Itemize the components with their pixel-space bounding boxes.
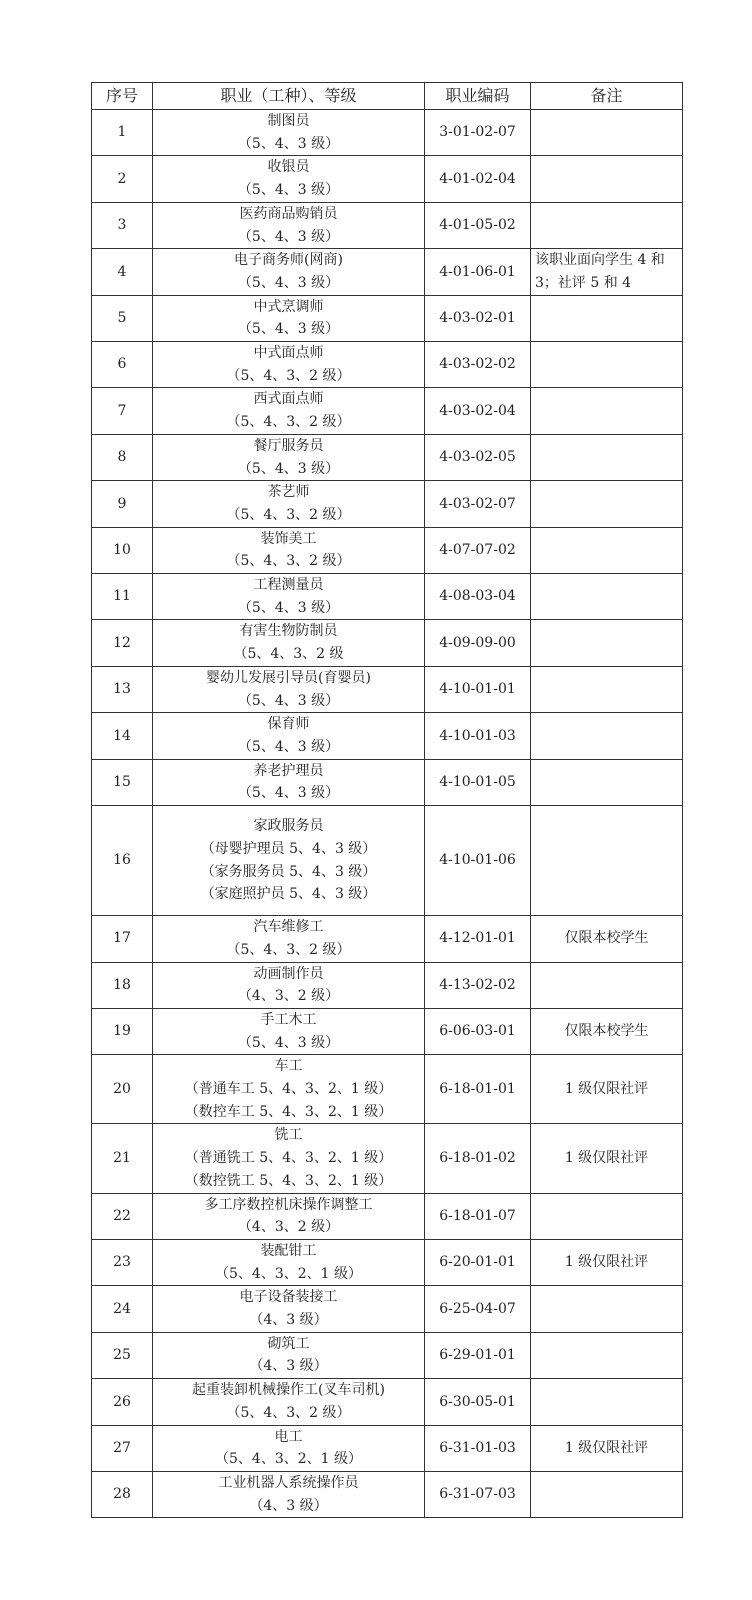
occupation-line: （5、4、3 级） (237, 785, 340, 802)
table-body (92, 110, 683, 1518)
occupation-line: （5、4、3 级） (237, 228, 340, 245)
table-row (92, 713, 683, 759)
occupation-line: （4、3、2 级） (237, 988, 340, 1005)
cell-note (531, 759, 683, 805)
cell-occupation (153, 388, 425, 434)
cell-seq: 17 (92, 916, 153, 962)
cell-code: 4-08-03-04 (425, 574, 531, 620)
occupation-line: （5、4、3、2 级） (226, 414, 351, 431)
occupation-line: （4、3 级） (249, 1358, 328, 1375)
cell-occupation (153, 916, 425, 962)
occupation-line: 动画制作员 (253, 965, 324, 982)
occupation-line: （数控铣工 5、4、3、2、1 级） (184, 1172, 393, 1189)
table-row (92, 249, 683, 295)
cell-code: 6-18-01-01 (425, 1055, 531, 1124)
occupation-line: 装配钳工 (260, 1242, 317, 1259)
occupation-line: 养老护理员 (253, 762, 324, 779)
cell-seq: 4 (92, 249, 153, 295)
cell-note: 仅限本校学生 (531, 1008, 683, 1054)
cell-code: 3-01-02-07 (425, 110, 531, 156)
cell-code: 6-31-07-03 (425, 1471, 531, 1517)
occupation-line: （5、4、3 级） (237, 738, 340, 755)
cell-seq: 18 (92, 962, 153, 1008)
cell-note: 该职业面向学生 4 和 3；社评 5 和 4 (531, 249, 683, 295)
header-occupation: 职业（工种）、等级 (153, 83, 425, 110)
cell-occupation (153, 1379, 425, 1425)
cell-seq: 8 (92, 434, 153, 480)
cell-seq: 19 (92, 1008, 153, 1054)
cell-occupation (153, 666, 425, 712)
occupation-line: （5、4、3 级） (237, 135, 340, 152)
cell-note: 1 级仅限社评 (531, 1239, 683, 1285)
cell-seq: 23 (92, 1239, 153, 1285)
occupation-line: 餐厅服务员 (253, 437, 324, 454)
cell-code: 4-10-01-03 (425, 713, 531, 759)
cell-code: 4-01-02-04 (425, 156, 531, 202)
cell-note (531, 342, 683, 388)
cell-seq: 2 (92, 156, 153, 202)
cell-seq: 6 (92, 342, 153, 388)
cell-occupation (153, 481, 425, 527)
cell-occupation (153, 759, 425, 805)
occupation-line: （4、3、2 级） (237, 1219, 340, 1236)
table-header (92, 83, 683, 110)
occupation-line: 电工 (274, 1428, 303, 1445)
cell-note (531, 1332, 683, 1378)
occupation-line: （5、4、3、2、1 级） (215, 1265, 362, 1282)
cell-occupation (153, 156, 425, 202)
cell-occupation (153, 527, 425, 573)
cell-code: 4-03-02-01 (425, 295, 531, 341)
cell-seq: 7 (92, 388, 153, 434)
occupation-line: 中式烹调师 (253, 298, 324, 315)
cell-occupation (153, 806, 425, 916)
cell-occupation (153, 249, 425, 295)
occupation-line: （家务服务员 5、4、3 级） (200, 863, 377, 880)
cell-occupation (153, 295, 425, 341)
cell-note (531, 202, 683, 248)
cell-seq: 3 (92, 202, 153, 248)
occupation-line: （5、4、3、2、1 级） (215, 1451, 362, 1468)
cell-occupation (153, 962, 425, 1008)
table-row (92, 962, 683, 1008)
cell-code: 4-10-01-01 (425, 666, 531, 712)
occupation-line: 中式面点师 (253, 345, 324, 362)
header-seq: 序号 (92, 83, 153, 110)
table-row (92, 1124, 683, 1193)
cell-seq: 9 (92, 481, 153, 527)
occupation-line: 起重装卸机械操作工(叉车司机) (192, 1382, 385, 1399)
occupation-line: 制图员 (267, 113, 310, 129)
cell-code: 4-12-01-01 (425, 916, 531, 962)
cell-note: 仅限本校学生 (531, 916, 683, 962)
cell-occupation (153, 713, 425, 759)
cell-seq: 22 (92, 1193, 153, 1239)
occupation-line: （5、4、3 级） (237, 1034, 340, 1051)
table-row (92, 527, 683, 573)
cell-note (531, 481, 683, 527)
cell-code: 6-18-01-02 (425, 1124, 531, 1193)
cell-code: 6-30-05-01 (425, 1379, 531, 1425)
cell-occupation (153, 1008, 425, 1054)
cell-code: 4-03-02-04 (425, 388, 531, 434)
cell-seq: 13 (92, 666, 153, 712)
occupation-line: 西式面点师 (253, 391, 324, 408)
occupation-line: 砌筑工 (267, 1335, 310, 1352)
cell-occupation (153, 342, 425, 388)
cell-occupation (153, 1332, 425, 1378)
occupation-line: （5、4、3 级） (237, 692, 340, 709)
occupation-line: 铣工 (274, 1127, 303, 1144)
table-row (92, 202, 683, 248)
cell-note (531, 527, 683, 573)
occupation-line: （5、4、3、2 级） (226, 367, 351, 384)
occupation-line: （5、4、3、2 级） (226, 941, 351, 958)
occupation-line: （5、4、3 级） (237, 321, 340, 338)
cell-note (531, 806, 683, 916)
cell-seq: 25 (92, 1332, 153, 1378)
cell-note: 1 级仅限社评 (531, 1124, 683, 1193)
cell-occupation (153, 1124, 425, 1193)
cell-occupation (153, 202, 425, 248)
cell-note (531, 713, 683, 759)
header-note: 备注 (531, 83, 683, 110)
cell-seq: 27 (92, 1425, 153, 1471)
cell-occupation (153, 1193, 425, 1239)
cell-note (531, 1379, 683, 1425)
occupation-line: （普通铣工 5、4、3、2、1 级） (184, 1150, 393, 1167)
cell-code: 4-03-02-07 (425, 481, 531, 527)
cell-occupation (153, 1055, 425, 1124)
table-row (92, 1425, 683, 1471)
cell-seq: 1 (92, 110, 153, 156)
table-row (92, 759, 683, 805)
occupation-line: 手工木工 (260, 1011, 317, 1028)
occupation-line: （4、3 级） (249, 1497, 328, 1514)
table-row (92, 916, 683, 962)
cell-code: 4-09-09-00 (425, 620, 531, 666)
cell-occupation (153, 434, 425, 480)
occupation-line: 医药商品购销员 (239, 205, 338, 222)
cell-note (531, 434, 683, 480)
table-row (92, 1239, 683, 1285)
table-row (92, 156, 683, 202)
cell-occupation (153, 620, 425, 666)
cell-seq: 24 (92, 1286, 153, 1332)
cell-occupation (153, 1239, 425, 1285)
table-row (92, 1055, 683, 1124)
occupation-line: （5、4、3 级） (237, 460, 340, 477)
occupation-line: 有害生物防制员 (239, 623, 338, 640)
occupation-line: 茶艺师 (267, 484, 310, 501)
cell-code: 4-03-02-02 (425, 342, 531, 388)
occupation-line: 工业机器人系统操作员 (218, 1474, 359, 1491)
occupation-line: （5、4、3、2 级） (226, 1404, 351, 1421)
cell-code: 6-25-04-07 (425, 1286, 531, 1332)
occupation-line: 电子设备装接工 (239, 1289, 338, 1306)
occupation-line: （5、4、3、2 级） (226, 553, 351, 570)
cell-code: 6-29-01-01 (425, 1332, 531, 1378)
occupation-line: （母婴护理员 5、4、3 级） (200, 840, 377, 857)
table-row (92, 1008, 683, 1054)
occupation-line: （普通车工 5、4、3、2、1 级） (184, 1081, 393, 1098)
cell-seq: 16 (92, 806, 153, 916)
cell-seq: 11 (92, 574, 153, 620)
cell-seq: 10 (92, 527, 153, 573)
cell-note: 1 级仅限社评 (531, 1055, 683, 1124)
cell-seq: 12 (92, 620, 153, 666)
cell-seq: 28 (92, 1471, 153, 1517)
occupation-line: 车工 (274, 1058, 303, 1075)
cell-occupation (153, 1286, 425, 1332)
table-row (92, 342, 683, 388)
cell-note (531, 620, 683, 666)
table-row (92, 620, 683, 666)
occupation-line: 装饰美工 (260, 530, 317, 547)
cell-note (531, 156, 683, 202)
cell-code: 4-01-05-02 (425, 202, 531, 248)
table-row (92, 1471, 683, 1517)
occupation-line: （数控车工 5、4、3、2、1 级） (184, 1103, 393, 1120)
cell-occupation (153, 1471, 425, 1517)
occupation-line: 工程测量员 (253, 577, 324, 594)
cell-code: 4-07-07-02 (425, 527, 531, 573)
cell-occupation (153, 110, 425, 156)
cell-note (531, 1286, 683, 1332)
cell-note (531, 110, 683, 156)
cell-note (531, 1193, 683, 1239)
occupation-line: （5、4、3、2 级） (226, 506, 351, 523)
cell-code: 4-10-01-06 (425, 806, 531, 916)
table-row (92, 806, 683, 916)
cell-note (531, 962, 683, 1008)
occupation-line: （5、4、3 级） (237, 599, 340, 616)
cell-note (531, 574, 683, 620)
table-row (92, 434, 683, 480)
table-row (92, 666, 683, 712)
cell-seq: 15 (92, 759, 153, 805)
cell-seq: 14 (92, 713, 153, 759)
cell-code: 6-06-03-01 (425, 1008, 531, 1054)
table-row (92, 388, 683, 434)
header-code: 职业编码 (425, 83, 531, 110)
occupation-line: （5、4、3 级） (237, 182, 340, 199)
occupation-line: （5、4、3 级） (237, 274, 340, 291)
table-row (92, 295, 683, 341)
cell-note (531, 666, 683, 712)
cell-code: 4-01-06-01 (425, 249, 531, 295)
cell-seq: 26 (92, 1379, 153, 1425)
table-row (92, 1332, 683, 1378)
table-row (92, 1379, 683, 1425)
table-row (92, 1286, 683, 1332)
cell-code: 6-20-01-01 (425, 1239, 531, 1285)
occupation-line: 婴幼儿发展引导员(育婴员) (206, 669, 371, 686)
cell-occupation (153, 574, 425, 620)
occupation-line: 收银员 (267, 159, 310, 176)
cell-seq: 5 (92, 295, 153, 341)
table-row (92, 110, 683, 156)
occupation-line: 电子商务师(网商) (234, 252, 343, 269)
occupation-line: 汽车维修工 (253, 919, 324, 936)
occupation-line: 多工序数控机床操作调整工 (204, 1196, 373, 1213)
occupation-line: 家政服务员 (253, 818, 324, 835)
cell-code: 4-10-01-05 (425, 759, 531, 805)
cell-occupation (153, 1425, 425, 1471)
cell-seq: 20 (92, 1055, 153, 1124)
occupation-line: 保育师 (267, 716, 310, 733)
cell-code: 6-31-01-03 (425, 1425, 531, 1471)
cell-note (531, 388, 683, 434)
table-row (92, 574, 683, 620)
cell-note (531, 1471, 683, 1517)
cell-code: 4-13-02-02 (425, 962, 531, 1008)
cell-note (531, 295, 683, 341)
table-row (92, 481, 683, 527)
cell-code: 6-18-01-07 (425, 1193, 531, 1239)
cell-note: 1 级仅限社评 (531, 1425, 683, 1471)
cell-seq: 21 (92, 1124, 153, 1193)
table-row (92, 1193, 683, 1239)
occupation-line: （家庭照护员 5、4、3 级） (200, 886, 377, 903)
occupation-line: （5、4、3、2 级 (233, 646, 344, 663)
occupation-table (91, 82, 683, 1518)
header-row (92, 83, 683, 110)
cell-code: 4-03-02-05 (425, 434, 531, 480)
occupation-line: （4、3 级） (249, 1312, 328, 1329)
